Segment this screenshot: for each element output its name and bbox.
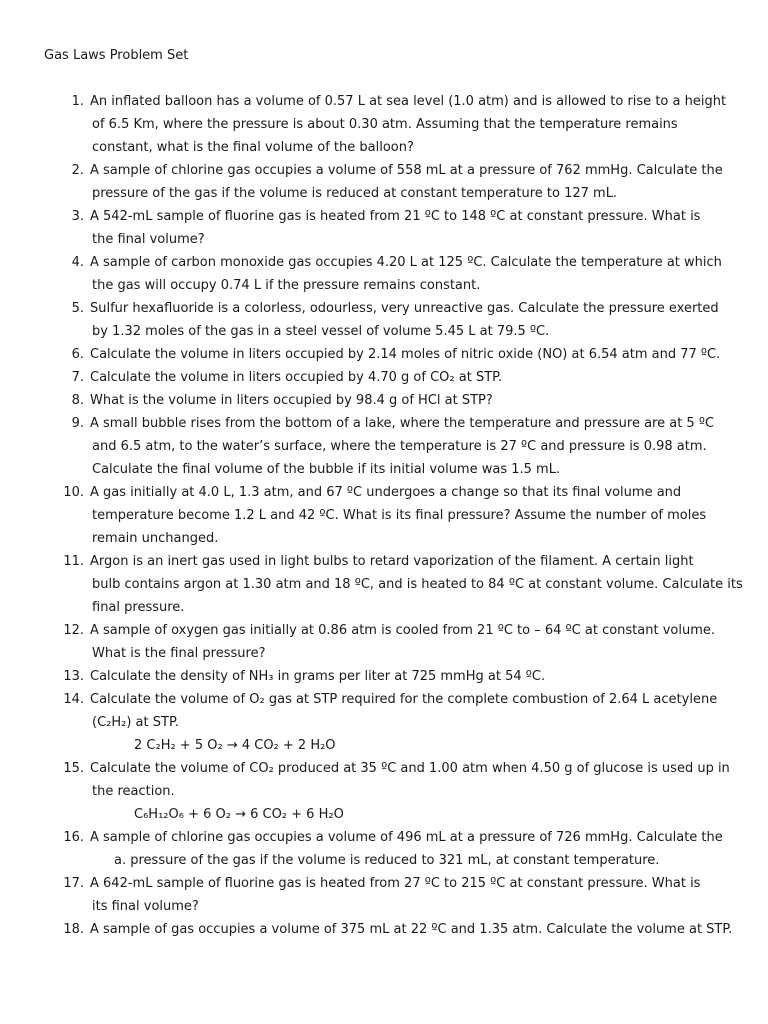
problem-text-line: Calculate the volume of O₂ gas at STP required for the complete combustion of 2.64 L acetylene: [90, 692, 718, 707]
problem-item: [0, 872, 768, 918]
problem-number: 1.: [71, 94, 84, 109]
problem-item: [0, 90, 768, 159]
problem-number: 9.: [71, 416, 84, 431]
problem-item: [0, 251, 768, 297]
problem-number: 15.: [63, 761, 84, 776]
problem-number: 18.: [63, 922, 84, 937]
problem-text-line: A 642-mL sample of fluorine gas is heated from 27 ºC to 215 ºC at constant pressure. What is: [90, 876, 701, 891]
problem-text-line: A sample of carbon monoxide gas occupies 4.20 L at 125 ºC. Calculate the temperature at which: [90, 255, 722, 270]
problem-item: [0, 343, 768, 366]
problem-text-line: remain unchanged.: [92, 531, 219, 546]
chemical-equation: C₆H₁₂O₆ + 6 O₂ → 6 CO₂ + 6 H₂O: [134, 807, 344, 822]
problem-text-line: Sulfur hexafluoride is a colorless, odourless, very unreactive gas. Calculate the pressure exerted: [90, 301, 719, 316]
problem-text-line: Argon is an inert gas used in light bulbs to retard vaporization of the filament. A certain light: [90, 554, 694, 569]
problem-text-line: the reaction.: [92, 784, 175, 799]
problem-text-line: What is the volume in liters occupied by 98.4 g of HCl at STP?: [90, 393, 493, 408]
document-title: Gas Laws Problem Set: [44, 48, 189, 63]
problem-text-line: bulb contains argon at 1.30 atm and 18 ºC, and is heated to 84 ºC at constant volume. Calculate its: [92, 577, 743, 592]
problem-text-line: A 542-mL sample of fluorine gas is heated from 21 ºC to 148 ºC at constant pressure. What is: [90, 209, 701, 224]
problem-number: 8.: [71, 393, 84, 408]
problem-text-line: the gas will occupy 0.74 L if the pressure remains constant.: [92, 278, 481, 293]
problem-item: [0, 619, 768, 665]
problem-item: [0, 550, 768, 619]
problem-item: [0, 412, 768, 481]
problem-item: [0, 826, 768, 872]
problem-text-line: Calculate the final volume of the bubble if its initial volume was 1.5 mL.: [92, 462, 561, 477]
problem-text-line: the final volume?: [92, 232, 205, 247]
problem-text-line: An inflated balloon has a volume of 0.57 L at sea level (1.0 atm) and is allowed to rise to a height: [90, 94, 727, 109]
problem-number: 6.: [71, 347, 84, 362]
problem-text-line: of 6.5 Km, where the pressure is about 0.30 atm. Assuming that the temperature remains: [92, 117, 678, 132]
problem-item: [0, 757, 768, 826]
problem-list: [0, 90, 768, 941]
problem-item: [0, 918, 768, 941]
problem-text-line: What is the final pressure?: [92, 646, 266, 661]
problem-text-line: pressure of the gas if the volume is reduced at constant temperature to 127 mL.: [92, 186, 618, 201]
problem-item: [0, 366, 768, 389]
problem-number: 12.: [63, 623, 84, 638]
problem-text-line: its final volume?: [92, 899, 199, 914]
problem-item: [0, 481, 768, 550]
problem-item: [0, 159, 768, 205]
problem-number: 4.: [71, 255, 84, 270]
problem-text-line: A gas initially at 4.0 L, 1.3 atm, and 67 ºC undergoes a change so that its final volume and: [90, 485, 682, 500]
problem-text-line: A small bubble rises from the bottom of a lake, where the temperature and pressure are at 5 ºC: [90, 416, 715, 431]
problem-item: [0, 665, 768, 688]
problem-number: 5.: [71, 301, 84, 316]
problem-text-line: final pressure.: [92, 600, 185, 615]
problem-item: [0, 688, 768, 757]
problem-number: 17.: [63, 876, 84, 891]
problem-number: 11.: [63, 554, 84, 569]
problem-text-line: constant, what is the final volume of the balloon?: [92, 140, 414, 155]
problem-text-line: and 6.5 atm, to the water’s surface, where the temperature is 27 ºC and pressure is 0.98 atm.: [92, 439, 707, 454]
problem-text-line: A sample of chlorine gas occupies a volume of 558 mL at a pressure of 762 mmHg. Calculate the: [90, 163, 723, 178]
problem-text-line: Calculate the volume of CO₂ produced at 35 ºC and 1.00 atm when 4.50 g of glucose is used up in: [90, 761, 730, 776]
problem-number: 2.: [71, 163, 84, 178]
problem-number: 13.: [63, 669, 84, 684]
problem-item: [0, 205, 768, 251]
problem-text-line: A sample of chlorine gas occupies a volume of 496 mL at a pressure of 726 mmHg. Calculate the: [90, 830, 723, 845]
problem-subpart: a. pressure of the gas if the volume is reduced to 321 mL, at constant temperature.: [114, 853, 660, 868]
problem-text-line: Calculate the volume in liters occupied by 4.70 g of CO₂ at STP.: [90, 370, 503, 385]
problem-number: 16.: [63, 830, 84, 845]
problem-number: 7.: [71, 370, 84, 385]
problem-text-line: A sample of gas occupies a volume of 375 mL at 22 ºC and 1.35 atm. Calculate the volume at STP.: [90, 922, 733, 937]
chemical-equation: 2 C₂H₂ + 5 O₂ → 4 CO₂ + 2 H₂O: [134, 738, 336, 753]
problem-text-line: Calculate the volume in liters occupied by 2.14 moles of nitric oxide (NO) at 6.54 atm and 77 ºC.: [90, 347, 721, 362]
problem-text-line: temperature become 1.2 L and 42 ºC. What is its final pressure? Assume the number of moles: [92, 508, 707, 523]
problem-item: [0, 389, 768, 412]
problem-text-line: A sample of oxygen gas initially at 0.86 atm is cooled from 21 ºC to – 64 ºC at constant volume.: [90, 623, 716, 638]
problem-text-line: Calculate the density of NH₃ in grams per liter at 725 mmHg at 54 ºC.: [90, 669, 546, 684]
problem-number: 14.: [63, 692, 84, 707]
problem-number: 3.: [71, 209, 84, 224]
problem-number: 10.: [63, 485, 84, 500]
problem-text-line: by 1.32 moles of the gas in a steel vessel of volume 5.45 L at 79.5 ºC.: [92, 324, 550, 339]
problem-item: [0, 297, 768, 343]
problem-text-line: (C₂H₂) at STP.: [92, 715, 179, 730]
